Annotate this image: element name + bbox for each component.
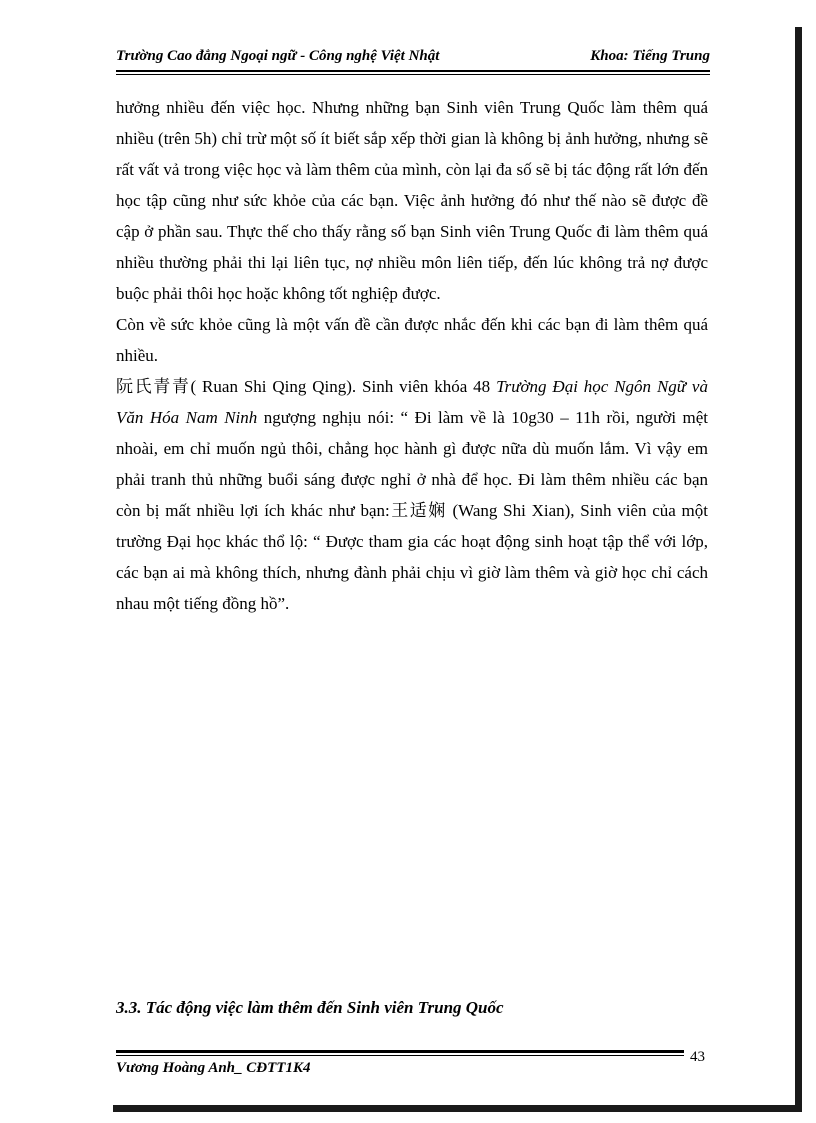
page-shadow-right (795, 27, 802, 1112)
paragraph-3-school: Trường Đại học Ngôn Ngữ và Văn Hóa Nam Ninh (116, 377, 708, 427)
paragraph-3 (116, 371, 708, 619)
page-shadow-bottom (113, 1105, 802, 1112)
header-department: Khoa: Tiếng Trung (590, 48, 710, 64)
body-text (116, 92, 708, 619)
paragraph-1: hưởng nhiều đến việc học. Nhưng những bạn Sinh viên Trung Quốc làm thêm quá nhiều (trên 5h) chỉ trừ một số ít biết sắp xếp thời gian là không bị ảnh hưởng, nhưng sẽ rất vất vả trong việc học và làm thêm của mình, còn lại đa số sẽ bị tác động rất lớn đến học tập cũng như sức khỏe của các bạn. Việc ảnh hưởng đó như thế nào sẽ được đề cập ở phần sau. Thực thế cho thấy rằng số bạn Sinh viên Trung Quốc đi làm thêm quá nhiều thường phải thi lại liên tục, nợ nhiều môn liên tiếp, đến lúc không trả nợ được buộc phải thôi học hoặc không tốt nghiệp được. (116, 98, 708, 303)
header-school: Trường Cao đẳng Ngoại ngữ - Công nghệ Việt Nhật (116, 48, 440, 64)
paragraph-2: Còn về sức khỏe cũng là một vấn đề cần được nhắc đến khi các bạn đi làm thêm quá nhiều. (116, 315, 708, 365)
footer-author: Vương Hoàng Anh_ CĐTT1K4 (116, 1060, 311, 1076)
page-header (116, 48, 710, 70)
header-rule-thin (116, 74, 710, 75)
paragraph-3-rest: ngượng nghịu nói: “ Đi làm về là 10g30 – 11h rồi, người mệt nhoài, em chỉ muốn ngủ thôi, chẳng học hành gì được nữa dù muốn lắm. Vì vậy em phải tranh thủ những buổi sáng được nghỉ ở nhà để học. Đi làm thêm nhiều các bạn còn bị mất nhiều lợi ích khác như bạn:王适娴 (Wang Shi Xian), Sinh viên của một trường Đại học khác thổ lộ: “ Được tham gia các hoạt động sinh hoạt tập thể với lớp, các bạn ai mà không thích, nhưng đành phải chịu vì giờ làm thêm và giờ học chỉ cách nhau một tiếng đồng hồ”. (116, 408, 708, 613)
footer-rule-thick (116, 1050, 684, 1053)
page-number: 43 (690, 1049, 705, 1065)
paragraph-3-name: 阮氏青青( Ruan Shi Qing Qing). Sinh viên khóa 48 (116, 377, 497, 396)
footer-rule-thin (116, 1055, 684, 1056)
header-rule-thick (116, 70, 710, 72)
section-heading: 3.3. Tác động việc làm thêm đến Sinh viên Trung Quốc (116, 998, 504, 1017)
